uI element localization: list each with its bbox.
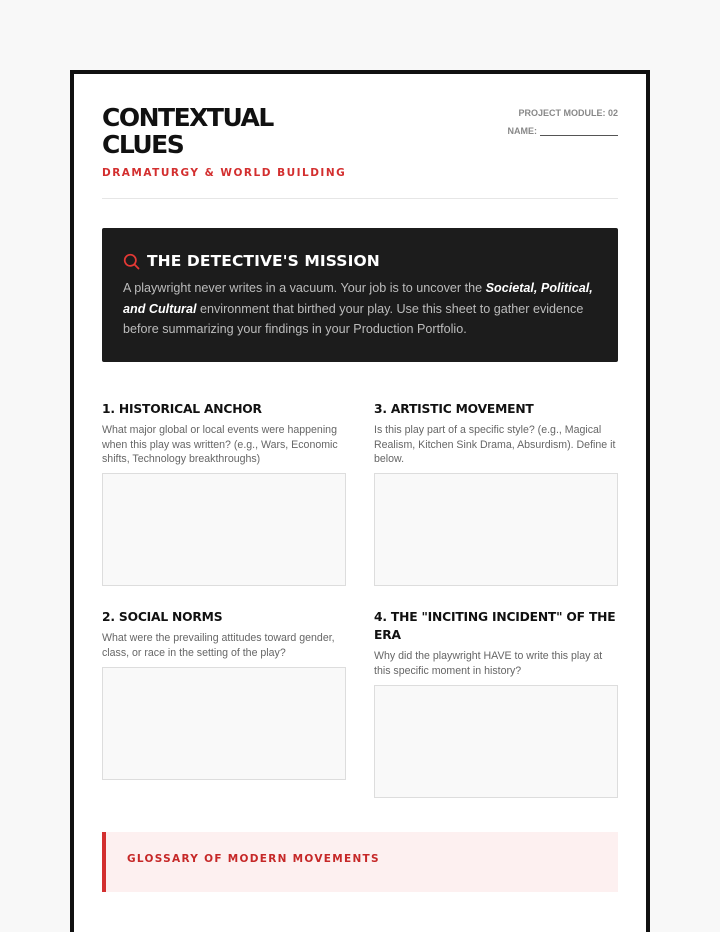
- name-label: NAME:: [507, 126, 537, 136]
- worksheet-content: [102, 74, 618, 932]
- task-title: 4. THE "INCITING INCIDENT" OF THE ERA: [374, 610, 616, 642]
- glossary-panel: [102, 832, 618, 892]
- page-title: CONTEXTUAL CLUES: [102, 103, 273, 159]
- page-subtitle: DRAMATURGY & WORLD BUILDING: [102, 167, 347, 179]
- answer-box-historical-anchor[interactable]: [102, 473, 346, 586]
- mission-emphasis: Societal, Political, and Cultural: [123, 281, 593, 316]
- name-field[interactable]: [508, 126, 619, 144]
- task-title: 2. SOCIAL NORMS: [102, 610, 223, 624]
- task-title: 3. ARTISTIC MOVEMENT: [374, 402, 534, 416]
- task-artistic-movement: [374, 400, 618, 467]
- name-line[interactable]: [540, 126, 618, 136]
- answer-box-artistic-movement[interactable]: [374, 473, 618, 586]
- worksheet-page: [70, 70, 650, 932]
- glossary-title: GLOSSARY OF MODERN MOVEMENTS: [127, 853, 380, 865]
- module-label: PROJECT MODULE: 02: [518, 108, 618, 118]
- task-prompt: Why did the playwright HAVE to write this play at this specific moment in history?: [374, 650, 603, 677]
- task-prompt: What major global or local events were happening when this play was written? (e.g., Wars, Economic shifts, Technology breakthroughs): [102, 424, 338, 465]
- search-icon: [123, 253, 140, 270]
- mission-text: [123, 278, 596, 340]
- mission-text-start: A playwright never writes in a vacuum. Your job is to uncover the: [123, 281, 486, 295]
- mission-header: [123, 250, 596, 272]
- answer-box-social-norms[interactable]: [102, 667, 346, 780]
- header-meta: [508, 108, 619, 144]
- task-prompt: What were the prevailing attitudes toward gender, class, or race in the setting of the play?: [102, 632, 335, 659]
- task-prompt: Is this play part of a specific style? (e.g., Magical Realism, Kitchen Sink Drama, Absurdism). Define it below.: [374, 424, 616, 465]
- mission-title: THE DETECTIVE'S MISSION: [147, 252, 380, 270]
- mission-panel: [102, 228, 618, 362]
- task-inciting-incident: [374, 608, 618, 678]
- header-divider: [102, 198, 618, 199]
- task-title: 1. HISTORICAL ANCHOR: [102, 402, 262, 416]
- mission-text-end: environment that birthed your play. Use this sheet to gather evidence before summarizing your findings in your Production Portfolio.: [123, 301, 584, 336]
- answer-box-inciting-incident[interactable]: [374, 685, 618, 798]
- task-historical-anchor: [102, 400, 346, 467]
- task-social-norms: [102, 608, 346, 660]
